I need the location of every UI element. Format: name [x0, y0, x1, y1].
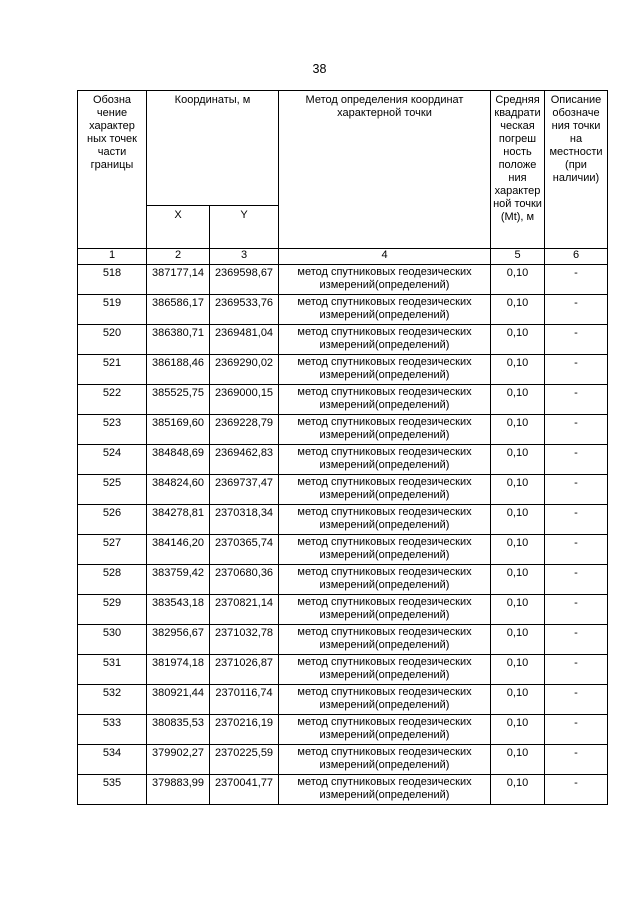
description-cell: -	[545, 505, 608, 535]
method-line-2: измерений(определений)	[319, 399, 450, 411]
method-cell	[279, 565, 491, 595]
method-cell	[279, 625, 491, 655]
method-line-2: измерений(определений)	[319, 429, 450, 441]
description-cell: -	[545, 325, 608, 355]
description-cell: -	[545, 745, 608, 775]
method-line-2: измерений(определений)	[319, 489, 450, 501]
x-coordinate-cell: 383543,18	[147, 595, 210, 625]
table-row	[78, 295, 608, 325]
error-cell: 0,10	[491, 355, 545, 385]
method-line-1: метод спутниковых геодезических	[297, 446, 472, 458]
header-method: Метод определения координат характерной точки	[279, 91, 491, 249]
table-row	[78, 415, 608, 445]
x-coordinate-cell: 381974,18	[147, 655, 210, 685]
method-line-2: измерений(определений)	[319, 369, 450, 381]
header-coordinates: Координаты, м	[147, 91, 279, 206]
x-coordinate-cell: 382956,67	[147, 625, 210, 655]
error-cell: 0,10	[491, 595, 545, 625]
point-number-cell: 535	[78, 775, 147, 805]
column-number: 5	[491, 249, 545, 265]
method-cell	[279, 655, 491, 685]
x-coordinate-cell: 379902,27	[147, 745, 210, 775]
table-row	[78, 775, 608, 805]
description-cell: -	[545, 415, 608, 445]
method-line-1: метод спутниковых геодезических	[297, 776, 472, 788]
error-cell: 0,10	[491, 775, 545, 805]
point-number-cell: 521	[78, 355, 147, 385]
method-line-1: метод спутниковых геодезических	[297, 506, 472, 518]
point-number-cell: 523	[78, 415, 147, 445]
method-line-1: метод спутниковых геодезических	[297, 686, 472, 698]
point-number-cell: 518	[78, 265, 147, 295]
method-line-2: измерений(определений)	[319, 789, 450, 801]
point-number-cell: 525	[78, 475, 147, 505]
method-line-1: метод спутниковых геодезических	[297, 746, 472, 758]
method-line-2: измерений(определений)	[319, 609, 450, 621]
y-coordinate-cell: 2370821,14	[210, 595, 279, 625]
method-cell	[279, 445, 491, 475]
point-number-cell: 533	[78, 715, 147, 745]
y-coordinate-cell: 2370041,77	[210, 775, 279, 805]
y-coordinate-cell: 2370680,36	[210, 565, 279, 595]
column-number: 4	[279, 249, 491, 265]
method-cell	[279, 325, 491, 355]
x-coordinate-cell: 379883,99	[147, 775, 210, 805]
error-cell: 0,10	[491, 565, 545, 595]
column-number: 1	[78, 249, 147, 265]
point-number-cell: 520	[78, 325, 147, 355]
method-cell	[279, 595, 491, 625]
y-coordinate-cell: 2371026,87	[210, 655, 279, 685]
x-coordinate-cell: 385525,75	[147, 385, 210, 415]
method-line-2: измерений(определений)	[319, 309, 450, 321]
method-line-2: измерений(определений)	[319, 759, 450, 771]
table-row	[78, 445, 608, 475]
point-number-cell: 534	[78, 745, 147, 775]
table-row	[78, 685, 608, 715]
table-body	[78, 265, 608, 805]
description-cell: -	[545, 445, 608, 475]
method-cell	[279, 295, 491, 325]
x-coordinate-cell: 383759,42	[147, 565, 210, 595]
method-cell	[279, 685, 491, 715]
table-row	[78, 505, 608, 535]
y-coordinate-cell: 2370116,74	[210, 685, 279, 715]
y-coordinate-cell: 2369737,47	[210, 475, 279, 505]
x-coordinate-cell: 385169,60	[147, 415, 210, 445]
error-cell: 0,10	[491, 415, 545, 445]
table-row	[78, 325, 608, 355]
x-coordinate-cell: 387177,14	[147, 265, 210, 295]
method-line-2: измерений(определений)	[319, 639, 450, 651]
y-coordinate-cell: 2370318,34	[210, 505, 279, 535]
column-numbers-row	[78, 249, 608, 265]
description-cell: -	[545, 535, 608, 565]
x-coordinate-cell: 384278,81	[147, 505, 210, 535]
x-coordinate-cell: 384848,69	[147, 445, 210, 475]
table-row	[78, 565, 608, 595]
header-mean-square-error: Средняя квадрати ческая погреш ность положе ния характер ной точки (Mt), м	[491, 91, 545, 249]
method-cell	[279, 775, 491, 805]
method-line-1: метод спутниковых геодезических	[297, 386, 472, 398]
y-coordinate-cell: 2370216,19	[210, 715, 279, 745]
method-cell	[279, 385, 491, 415]
error-cell: 0,10	[491, 685, 545, 715]
x-coordinate-cell: 386586,17	[147, 295, 210, 325]
method-line-2: измерений(определений)	[319, 459, 450, 471]
point-number-cell: 531	[78, 655, 147, 685]
method-line-2: измерений(определений)	[319, 549, 450, 561]
error-cell: 0,10	[491, 385, 545, 415]
point-number-cell: 528	[78, 565, 147, 595]
x-coordinate-cell: 386380,71	[147, 325, 210, 355]
method-cell	[279, 745, 491, 775]
table-row	[78, 475, 608, 505]
description-cell: -	[545, 265, 608, 295]
method-cell	[279, 265, 491, 295]
y-coordinate-cell: 2369462,83	[210, 445, 279, 475]
description-cell: -	[545, 355, 608, 385]
y-coordinate-cell: 2369481,04	[210, 325, 279, 355]
table-row	[78, 355, 608, 385]
method-line-1: метод спутниковых геодезических	[297, 536, 472, 548]
method-line-1: метод спутниковых геодезических	[297, 716, 472, 728]
y-coordinate-cell: 2369533,76	[210, 295, 279, 325]
error-cell: 0,10	[491, 475, 545, 505]
method-line-1: метод спутниковых геодезических	[297, 656, 472, 668]
column-number: 2	[147, 249, 210, 265]
description-cell: -	[545, 595, 608, 625]
point-number-cell: 530	[78, 625, 147, 655]
error-cell: 0,10	[491, 625, 545, 655]
table-row	[78, 595, 608, 625]
y-coordinate-cell: 2371032,78	[210, 625, 279, 655]
description-cell: -	[545, 685, 608, 715]
description-cell: -	[545, 625, 608, 655]
method-cell	[279, 415, 491, 445]
x-coordinate-cell: 380921,44	[147, 685, 210, 715]
description-cell: -	[545, 385, 608, 415]
table-header	[78, 91, 608, 265]
table-row	[78, 715, 608, 745]
table-row	[78, 385, 608, 415]
method-cell	[279, 715, 491, 745]
y-coordinate-cell: 2369000,15	[210, 385, 279, 415]
method-line-1: метод спутниковых геодезических	[297, 596, 472, 608]
coordinates-table	[77, 90, 608, 805]
method-line-1: метод спутниковых геодезических	[297, 266, 472, 278]
method-cell	[279, 535, 491, 565]
header-description: Описание обозначе ния точки на местности (при наличии)	[545, 91, 608, 249]
error-cell: 0,10	[491, 535, 545, 565]
column-number: 3	[210, 249, 279, 265]
method-cell	[279, 475, 491, 505]
y-coordinate-cell: 2370225,59	[210, 745, 279, 775]
error-cell: 0,10	[491, 295, 545, 325]
table-row	[78, 535, 608, 565]
table-row	[78, 655, 608, 685]
description-cell: -	[545, 715, 608, 745]
page-number: 38	[312, 62, 327, 76]
x-coordinate-cell: 384824,60	[147, 475, 210, 505]
point-number-cell: 519	[78, 295, 147, 325]
method-cell	[279, 505, 491, 535]
header-x: X	[147, 206, 210, 249]
description-cell: -	[545, 565, 608, 595]
description-cell: -	[545, 295, 608, 325]
method-line-1: метод спутниковых геодезических	[297, 326, 472, 338]
method-line-2: измерений(определений)	[319, 729, 450, 741]
error-cell: 0,10	[491, 265, 545, 295]
x-coordinate-cell: 386188,46	[147, 355, 210, 385]
point-number-cell: 522	[78, 385, 147, 415]
y-coordinate-cell: 2369290,02	[210, 355, 279, 385]
table-row	[78, 625, 608, 655]
error-cell: 0,10	[491, 445, 545, 475]
method-line-1: метод спутниковых геодезических	[297, 626, 472, 638]
method-line-2: измерений(определений)	[319, 579, 450, 591]
description-cell: -	[545, 655, 608, 685]
y-coordinate-cell: 2369598,67	[210, 265, 279, 295]
method-line-2: измерений(определений)	[319, 699, 450, 711]
error-cell: 0,10	[491, 715, 545, 745]
method-line-1: метод спутниковых геодезических	[297, 296, 472, 308]
point-number-cell: 527	[78, 535, 147, 565]
method-line-2: измерений(определений)	[319, 339, 450, 351]
y-coordinate-cell: 2369228,79	[210, 415, 279, 445]
method-cell	[279, 355, 491, 385]
method-line-1: метод спутниковых геодезических	[297, 356, 472, 368]
header-point-designation: Обозна чение характер ных точек части границы	[78, 91, 147, 249]
y-coordinate-cell: 2370365,74	[210, 535, 279, 565]
error-cell: 0,10	[491, 655, 545, 685]
error-cell: 0,10	[491, 505, 545, 535]
x-coordinate-cell: 380835,53	[147, 715, 210, 745]
header-y: Y	[210, 206, 279, 249]
method-line-2: измерений(определений)	[319, 519, 450, 531]
method-line-1: метод спутниковых геодезических	[297, 416, 472, 428]
point-number-cell: 526	[78, 505, 147, 535]
method-line-1: метод спутниковых геодезических	[297, 476, 472, 488]
point-number-cell: 524	[78, 445, 147, 475]
point-number-cell: 532	[78, 685, 147, 715]
x-coordinate-cell: 384146,20	[147, 535, 210, 565]
method-line-2: измерений(определений)	[319, 669, 450, 681]
description-cell: -	[545, 475, 608, 505]
column-number: 6	[545, 249, 608, 265]
method-line-2: измерений(определений)	[319, 279, 450, 291]
point-number-cell: 529	[78, 595, 147, 625]
table-row	[78, 265, 608, 295]
error-cell: 0,10	[491, 745, 545, 775]
error-cell: 0,10	[491, 325, 545, 355]
description-cell: -	[545, 775, 608, 805]
table-row	[78, 745, 608, 775]
method-line-1: метод спутниковых геодезических	[297, 566, 472, 578]
